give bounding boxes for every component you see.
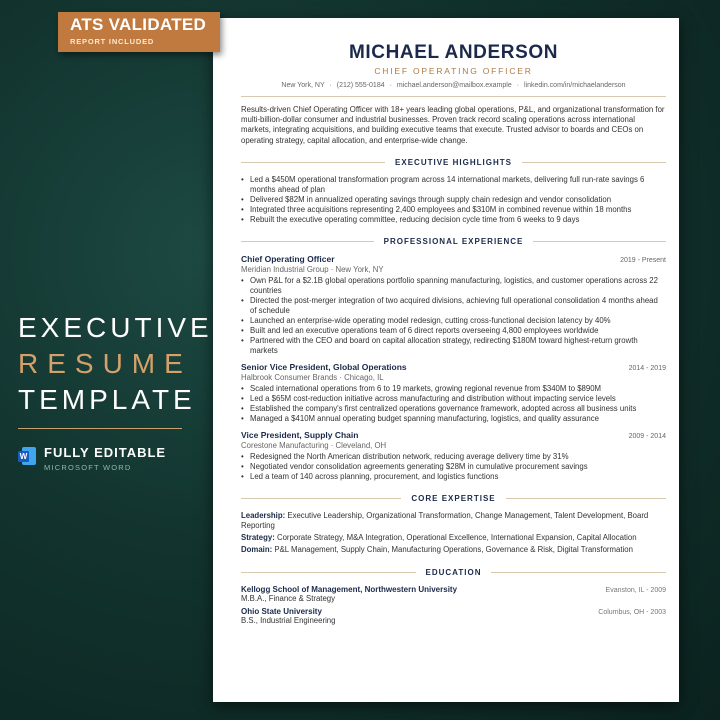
- education-location: Evanston, IL - 2009: [605, 586, 666, 594]
- job-dates: 2009 - 2014: [628, 432, 666, 440]
- promo-divider: [18, 428, 182, 429]
- job-entry: [241, 362, 666, 424]
- education-entry: [241, 607, 666, 625]
- resume-name: MICHAEL ANDERSON: [348, 42, 559, 63]
- contact-email: michael.anderson@mailbox.example: [396, 82, 512, 89]
- list-item: • Led a team of 140 across planning, procurement, and logistics functions: [241, 472, 666, 482]
- job-company: Halbrook Consumer Brands · Chicago, IL: [241, 372, 384, 382]
- job-dates: 2019 - Present: [620, 256, 666, 264]
- ats-validated-badge: [58, 12, 220, 52]
- job-company: Meridian Industrial Group · New York, NY: [241, 264, 384, 274]
- list-item: • Rebuilt the executive operating committee, reducing decision cycle time from 6 weeks to 9 days: [241, 215, 666, 225]
- promo-line-3: TEMPLATE: [18, 384, 196, 415]
- contact-phone: (212) 555-0184: [336, 82, 385, 89]
- editable-subtitle: MICROSOFT WORD: [44, 463, 132, 472]
- education-degree: M.B.A., Finance & Strategy: [241, 593, 336, 603]
- list-item: • Led a $65M cost-reduction initiative across manufacturing and distribution without impacting service levels: [241, 394, 666, 404]
- education-school: Ohio State University: [241, 606, 322, 616]
- header-divider: [241, 96, 666, 97]
- list-item: • Partnered with the CEO and board on capital allocation strategy, redirecting $180M toward highest-return growth markets: [241, 336, 666, 356]
- list-item: • Launched an enterprise-wide operating model redesign, cutting cross-functional decision latency by 40%: [241, 316, 666, 326]
- education-degree: B.S., Industrial Engineering: [241, 615, 336, 625]
- list-item: • Own P&L for a $2.1B global operations portfolio spanning manufacturing, logistics, and customer operations across 22 countries: [241, 276, 666, 296]
- microsoft-word-icon: W: [18, 447, 36, 465]
- badge-subtitle: REPORT INCLUDED: [70, 37, 155, 46]
- section-professional-experience: PROFESSIONAL EXPERIENCE: [241, 237, 666, 246]
- badge-title: ATS VALIDATED: [70, 15, 207, 34]
- expertise-row: Leadership: Executive Leadership, Organizational Transformation, Change Management, Talent Development, Board Reporting: [241, 510, 649, 531]
- contact-linkedin: linkedin.com/in/michaelanderson: [524, 82, 626, 89]
- job-company: Corestone Manufacturing · Cleveland, OH: [241, 440, 387, 450]
- list-item: • Redesigned the North American distribution network, reducing average delivery time by 31%: [241, 452, 666, 462]
- list-item: • Managed a $410M annual operating budget spanning manufacturing, logistics, and quality assurance: [241, 414, 666, 424]
- list-item: • Delivered $82M in annualized operating savings through supply chain redesign and vendor consolidation: [241, 195, 666, 205]
- list-item: • Negotiated vendor consolidation agreements generating $28M in cumulative procurement savings: [241, 462, 666, 472]
- highlights-list: [241, 175, 666, 225]
- job-entry: [241, 254, 666, 356]
- job-dates: 2014 - 2019: [628, 364, 666, 372]
- promo-line-1: EXECUTIVE: [18, 312, 213, 343]
- editable-title: FULLY EDITABLE: [44, 445, 167, 460]
- list-item: • Established the company's first centralized operations governance framework, adopted across all business units: [241, 404, 666, 414]
- list-item: • Led a $450M operational transformation program across 14 international markets, delivering full run-rate savings 6 months ahead of plan: [241, 175, 666, 195]
- list-item: • Scaled international operations from 6 to 19 markets, growing regional revenue from $340M to $890M: [241, 384, 666, 394]
- job-title: Vice President, Supply Chain: [241, 429, 359, 440]
- expertise-row: Strategy: Corporate Strategy, M&A Integration, Operational Excellence, International Expansion, Capital Allocation: [241, 533, 637, 543]
- list-item: • Directed the post-merger integration of two acquired divisions, achieving full operational consolidation 4 months ahead of schedule: [241, 296, 666, 316]
- section-executive-highlights: EXECUTIVE HIGHLIGHTS: [241, 158, 666, 167]
- job-entry: [241, 430, 666, 482]
- section-education: EDUCATION: [241, 568, 666, 577]
- contact-location: New York, NY: [281, 82, 325, 89]
- contact-line: New York, NY · (212) 555-0184 · michael.anderson@mailbox.example · linkedin.com/in/michaelanderson: [281, 82, 626, 89]
- summary: Results-driven Chief Operating Officer with 18+ years leading global operations, P&L, and organizational transformation for multi-billion-dollar consumer and industrial businesses. Proven track record scaling operations across international markets, integrating acquisitions, and building executive teams that execute. Trusted advisor to boards and CEOs on operating strategy, capital allocation, and enterprise-wide change.: [241, 105, 665, 145]
- education-entry: [241, 585, 666, 603]
- education-location: Columbus, OH - 2003: [598, 608, 666, 616]
- expertise-row: Domain: P&L Management, Supply Chain, Manufacturing Operations, Governance & Risk, Digital Transformation: [241, 545, 633, 555]
- section-core-expertise: CORE EXPERTISE: [241, 494, 666, 503]
- list-item: • Integrated three acquisitions representing 2,400 employees and $310M in combined revenue within 18 months: [241, 205, 666, 215]
- resume-page: [213, 18, 679, 702]
- editable-note: [18, 445, 188, 472]
- job-title: Chief Operating Officer: [241, 253, 335, 264]
- resume-role: CHIEF OPERATING OFFICER: [374, 66, 533, 76]
- promo-panel: [18, 310, 213, 472]
- education-school: Kellogg School of Management, Northwestern University: [241, 584, 458, 594]
- promo-line-2: RESUME: [18, 348, 192, 379]
- job-title: Senior Vice President, Global Operations: [241, 361, 407, 372]
- list-item: • Built and led an executive operations team of 6 direct reports overseeing 4,800 employees worldwide: [241, 326, 666, 336]
